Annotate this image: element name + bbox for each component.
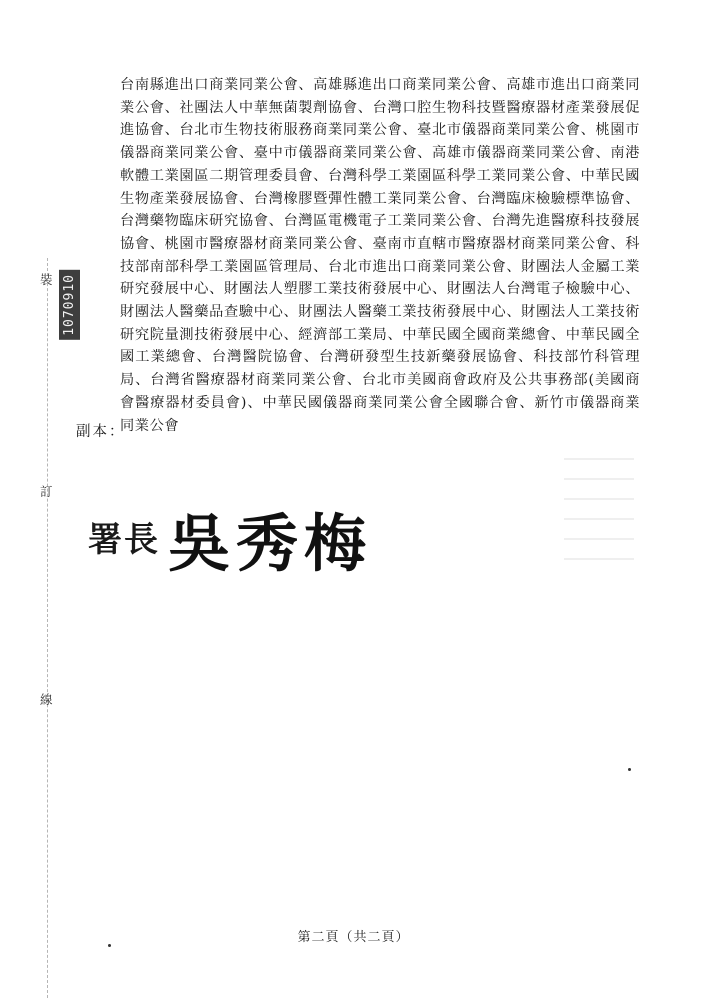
- reverse-side-show-through: [564, 440, 634, 710]
- page-number: 第二頁（共二頁）: [297, 930, 410, 945]
- binding-label-middle: 訂: [40, 484, 53, 499]
- binding-label-top: 裝: [40, 272, 53, 287]
- copy-to-label: 副本：: [76, 424, 126, 440]
- receipt-number-stamp: 1070910: [59, 270, 80, 340]
- binding-dashed-line: [47, 258, 49, 998]
- scan-speck: [628, 768, 631, 771]
- binding-label-bottom: 線: [40, 692, 53, 707]
- signatory-name-seal: 吳秀梅: [168, 507, 373, 580]
- signatory-title: 署長: [88, 520, 160, 560]
- recipients-list: 台南縣進出口商業同業公會、高雄縣進出口商業同業公會、高雄市進出口商業同業公會、社團法人中華無菌製劑協會、台灣口腔生物科技暨醫療器材產業發展促進協會、台北市生物技術服務商業同業公會、臺北市儀器商業同業公會、桃園市儀器商業同業公會、臺中市儀器商業同業公會、高雄市儀器商業同業公會、南港軟體工業園區二期管理委員會、台灣科學工業園區科學工業同業公會、中華民國生物產業發展協會、台灣橡膠暨彈性體工業同業公會、台灣臨床檢驗標準協會、台灣藥物臨床研究協會、台灣區電機電子工業同業公會、台灣先進醫療科技發展協會、桃園市醫療器材商業同業公會、臺南市直轄市醫療器材商業同業公會、科技部南部科學工業園區管理局、台北市進出口商業同業公會、財團法人金屬工業研究發展中心、財團法人塑膠工業技術發展中心、財團法人台灣電子檢驗中心、財團法人醫藥品查驗中心、財團法人醫藥工業技術發展中心、財團法人工業技術研究院量測技術發展中心、經濟部工業局、中華民國全國商業總會、中華民國全國工業總會、台灣醫院協會、台灣研發型生技新藥發展協會、科技部竹科管理局、台灣省醫療器材商業同業公會、台北市美國商會政府及公共事務部(美國商會醫療器材委員會)、中華民國儀器商業同業公會全國聯合會、新竹市儀器商業同業公會: [120, 77, 640, 434]
